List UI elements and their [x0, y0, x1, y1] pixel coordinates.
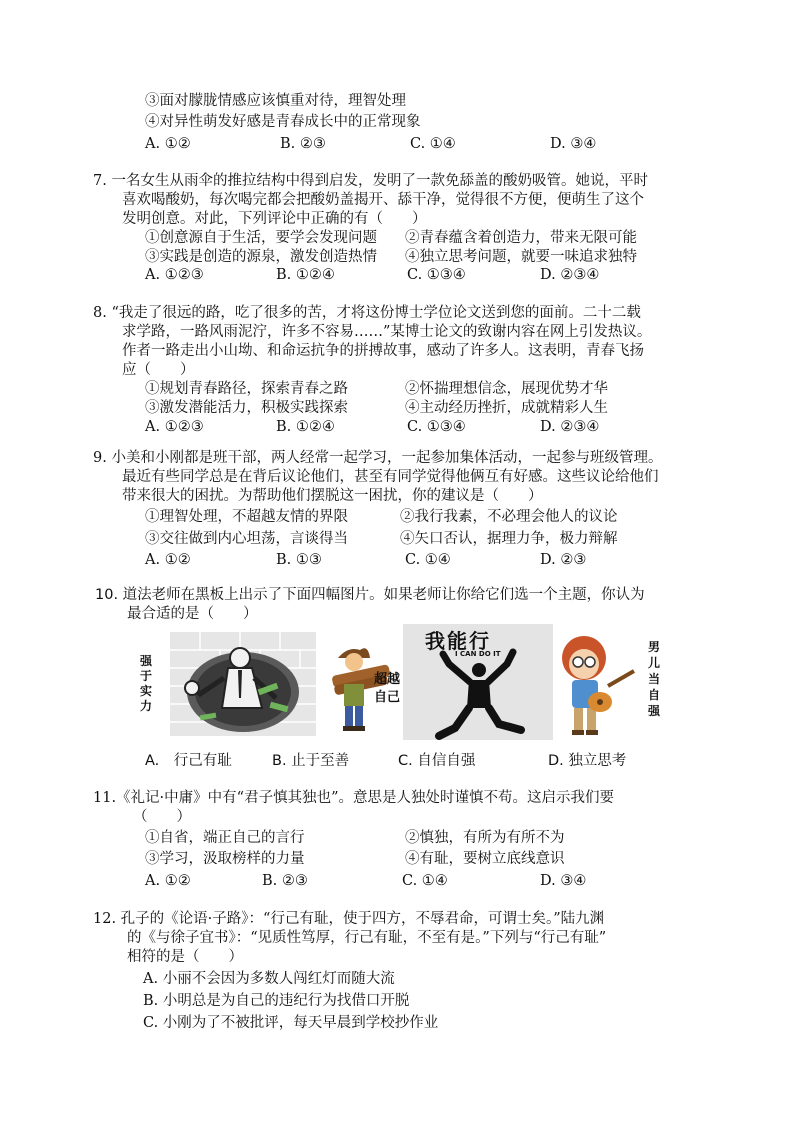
- q11-item-1: ①自省，端正自己的言行: [145, 830, 305, 846]
- q7-option-b[interactable]: B. ①②④: [276, 267, 335, 283]
- q8-stem-line-4: 应（ ）: [122, 362, 195, 378]
- q7-item-1: ①创意源自于生活，要学会发现问题: [145, 230, 377, 246]
- q11-option-d[interactable]: D. ③④: [540, 873, 587, 889]
- q8-option-c[interactable]: C. ①③④: [407, 419, 466, 435]
- image-label-surpass-1: 超: [374, 672, 388, 687]
- q11-stem-line-1: 11.《礼记·中庸》中有“君子慎其独也”。意思是人独处时谨慎不苟。这启示我们要: [93, 790, 614, 806]
- q9-option-c[interactable]: C. ①④: [405, 552, 451, 568]
- q8-item-2: ②怀揣理想信念，展现优势才华: [405, 381, 608, 397]
- image-label-surpass-4: 己: [387, 690, 401, 705]
- q8-option-a[interactable]: A. ①②③: [145, 419, 204, 435]
- q7-item-4: ④独立思考问题，就要一味追求独特: [405, 249, 637, 265]
- q7-stem-line-2: 喜欢喝酸奶，每次喝完都会把酸奶盖揭开、舔干净，觉得很不方便，便萌生了这个: [122, 192, 644, 208]
- image-label-strong-1: 强: [140, 654, 153, 668]
- man-breaking-wall-illustration: [140, 628, 320, 740]
- q6-option-c[interactable]: C. ①④: [410, 136, 456, 152]
- q6-option-b[interactable]: B. ②③: [280, 136, 326, 152]
- q12-option-c[interactable]: C. 小刚为了不被批评，每天早晨到学校抄作业: [143, 1015, 439, 1031]
- image-label-strong-2: 于: [140, 669, 153, 683]
- q9-item-3: ③交往做到内心坦荡，言谈得当: [145, 531, 348, 547]
- q12-stem-line-1: 12. 孔子的《论语·子路》：“行己有耻，使于四方，不辱君命，可谓士矣。”陆九渊: [93, 911, 605, 927]
- q7-option-c[interactable]: C. ①③④: [407, 267, 466, 283]
- q12-stem-line-2: 的《与徐子宜书》：“见质性笃厚，行己有耻，不至有是。”下列与“行己有耻”: [127, 930, 607, 946]
- image-strong-man: [140, 628, 320, 740]
- q8-stem-line-1: 8. “我走了很远的路，吃了很多的苦，才将这份博士学位论文送到您的面前。二十二载: [93, 305, 641, 321]
- q9-item-4: ④矢口否认，据理力争，极力辩解: [400, 531, 618, 547]
- q8-item-3: ③激发潜能活力，积极实践探索: [145, 400, 348, 416]
- q9-option-d[interactable]: D. ②③: [540, 552, 587, 568]
- q7-option-d[interactable]: D. ②③④: [540, 267, 600, 283]
- q9-option-b[interactable]: B. ①③: [276, 552, 322, 568]
- silhouette-cheering-illustration: [403, 624, 553, 740]
- q10-option-a[interactable]: A. 行己有耻: [145, 753, 232, 769]
- q11-option-c[interactable]: C. ①④: [402, 873, 448, 889]
- q12-option-b[interactable]: B. 小明总是为自己的违纪行为找借口开脱: [143, 993, 410, 1009]
- q11-item-2: ②慎独，有所为有所不为: [405, 830, 565, 846]
- q9-option-a[interactable]: A. ①②: [145, 552, 191, 568]
- image-label-surpass-3: 自: [374, 690, 388, 705]
- image-label-strong-3: 实: [140, 684, 153, 698]
- q6-option-d[interactable]: D. ③④: [550, 136, 597, 152]
- image-boy-guitar: [552, 632, 664, 740]
- q11-item-3: ③学习，汲取榜样的力量: [145, 851, 305, 867]
- q8-item-1: ①规划青春路径，探索青春之路: [145, 381, 348, 397]
- q10-stem-line-1: 10. 道法老师在黑板上出示了下面四幅图片。如果老师让你给它们选一个主题，你认为: [95, 587, 645, 603]
- q12-option-a[interactable]: A. 小丽不会因为多数人闯红灯而随大流: [143, 971, 395, 987]
- image-title-i-can: 我能行: [425, 629, 491, 653]
- q6-item-4: ④对异性萌发好感是青春成长中的正常现象: [145, 114, 421, 130]
- q8-item-4: ④主动经历挫折，成就精彩人生: [405, 400, 608, 416]
- q11-item-4: ④有耻，要树立底线意识: [405, 851, 565, 867]
- image-label-man-5: 强: [648, 704, 661, 718]
- q10-option-d[interactable]: D. 独立思考: [548, 753, 627, 769]
- q7-item-3: ③实践是创造的源泉，激发创造热情: [145, 249, 377, 265]
- q12-stem-line-3: 相符的是（ ）: [127, 949, 243, 965]
- q11-option-b[interactable]: B. ②③: [262, 873, 308, 889]
- q9-stem-line-1: 9. 小美和小刚都是班干部，两人经常一起学习，一起参加集体活动，一起参与班级管理。: [93, 450, 663, 466]
- image-label-man-3: 当: [648, 672, 661, 686]
- q9-stem-line-3: 带来很大的困扰。为帮助他们摆脱这一困扰，你的建议是（ ）: [122, 488, 543, 504]
- q11-stem-line-2: （ ）: [133, 809, 191, 825]
- q9-item-1: ①理智处理，不超越友情的界限: [145, 509, 348, 525]
- q6-item-3: ③面对朦胧情感应该慎重对待，理智处理: [145, 93, 406, 109]
- image-label-man-4: 自: [648, 688, 661, 702]
- image-label-strong-4: 力: [140, 699, 153, 713]
- q7-option-a[interactable]: A. ①②③: [145, 267, 204, 283]
- q10-option-b[interactable]: B. 止于至善: [272, 753, 350, 769]
- image-label-man-1: 男: [648, 640, 661, 654]
- image-surpass-self: [330, 640, 401, 740]
- q6-option-a[interactable]: A. ①②: [145, 136, 191, 152]
- q7-stem-line-3: 发明创意。对此，下列评论中正确的有（ ）: [122, 211, 427, 227]
- q11-option-a[interactable]: A. ①②: [145, 873, 191, 889]
- q7-stem-line-1: 7. 一名女生从雨伞的推拉结构中得到启发，发明了一款免舔盖的酸奶吸管。她说，平时: [93, 173, 648, 189]
- image-label-man-2: 儿: [648, 656, 661, 670]
- image-subtitle-i-can: I CAN DO IT: [455, 650, 501, 658]
- q8-option-d[interactable]: D. ②③④: [540, 419, 600, 435]
- q9-stem-line-2: 最近有些同学总是在背后议论他们，甚至有同学觉得他俩互有好感。这些议论给他们: [122, 469, 659, 485]
- q8-stem-line-3: 作者一路走出小山坳、和命运抗争的拼搏故事，感动了许多人。这表明，青春飞扬: [122, 343, 644, 359]
- q7-item-2: ②青春蕴含着创造力，带来无限可能: [405, 230, 637, 246]
- image-label-surpass-2: 越: [387, 672, 401, 687]
- q8-stem-line-2: 求学路，一路风雨泥泞，许多不容易……”某博士论文的致谢内容在网上引发热议。: [122, 324, 652, 340]
- q8-option-b[interactable]: B. ①②④: [276, 419, 335, 435]
- q10-option-c[interactable]: C. 自信自强: [398, 753, 476, 769]
- q9-item-2: ②我行我素，不必理会他人的议论: [400, 509, 618, 525]
- q10-stem-line-2: 最合适的是（ ）: [127, 606, 258, 622]
- image-i-can-do-it: [403, 624, 553, 740]
